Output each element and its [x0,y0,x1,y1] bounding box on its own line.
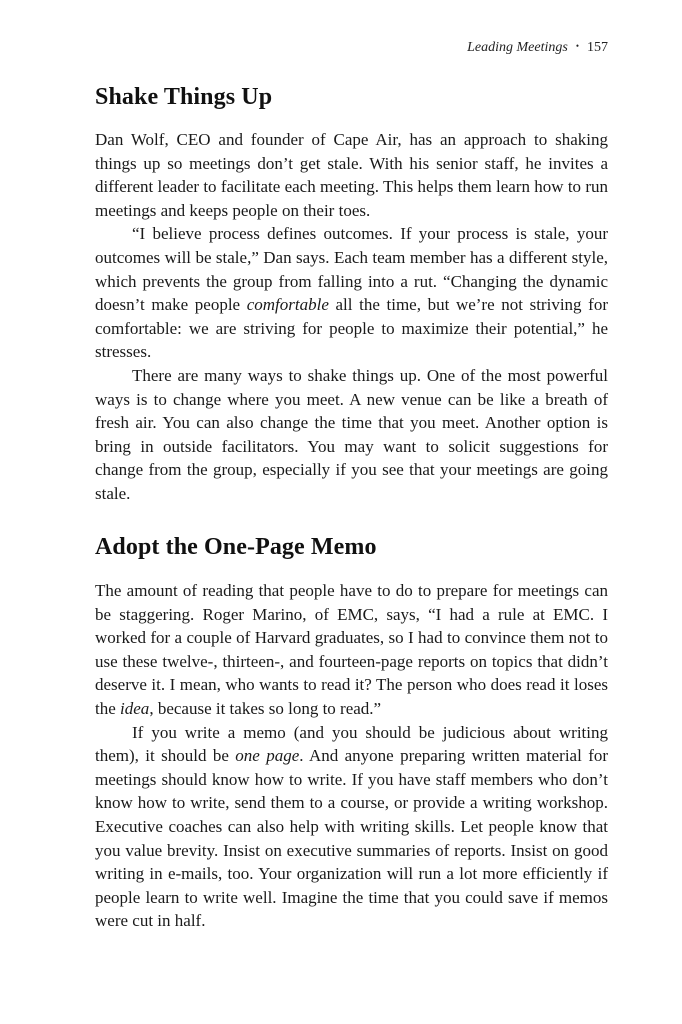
text-run: There are many ways to shake things up. One of the most powerful ways is to change where you meet. A new venue can be like a breath of fresh air. You can also change the time that you meet. Another option is bring in outside facilitators. You may want to solicit suggestions for change from the group, especially if you see that your meetings are going stale. [95,365,608,503]
text-run: The amount of reading that people have to do to prepare for meetings can be staggering. Roger Marino, of EMC, says, “I had a rule at EMC. I worked for a couple of Harvard graduates, so I had to convince them not to use these twelve-, thirteen-, and fourteen-page reports on topics that didn’t deserve it. I mean, who wants to read it? The person who does read it loses the [95,581,608,718]
emphasis-text: idea [120,698,150,718]
header-separator-bullet: • [575,41,579,51]
text-run: all the time, but we’re not striving for comfortable: we are striving for people to maximize their potential,” he stresses. [95,295,608,362]
text-run: . And anyone preparing written material for meetings should know how to write. If you have staff members who don’t know how to write, send them to a course, or provide a writing workshop. Executive coaches can also help with writing skills. Let people know that you value brevity. Insist on executive summaries of reports. Insist on good writing in e-mails, too. Your organization will run a lot more efficiently if people learn to write well. Imagine the time that you could save if memos were cut in half. [95,746,609,931]
section-heading-adopt-one-page-memo: Adopt the One-Page Memo [95,534,377,560]
text-run: “I believe process defines outcomes. If your process is stale, your outcomes will be stale,” Dan says. Each team member has a different style, which prevents the group from falling into a rut. “Changing the dynamic doesn’t make people [95,224,608,315]
section-heading-shake-things-up: Shake Things Up [95,84,273,110]
paragraph [95,364,608,506]
paragraph [95,222,608,364]
text-run: If you write a memo (and you should be judicious about writing them), it should be [95,722,608,766]
emphasis-text: one page [235,746,300,766]
text-run: , because it takes so long to read.” [149,698,382,718]
section-body-adopt-one-page-memo [95,579,608,933]
running-header [467,40,608,56]
paragraph [95,128,608,222]
paragraph [95,721,608,933]
paragraph [95,579,608,721]
emphasis-text: comfortable [246,295,329,315]
section-body-shake-things-up [95,128,608,506]
page-number: 157 [587,40,608,55]
text-run: Dan Wolf, CEO and founder of Cape Air, has an approach to shaking things up so meetings don’t get stale. With his senior staff, he invites a different leader to facilitate each meeting. This helps them learn how to run meetings and keeps people on their toes. [95,130,608,220]
running-title: Leading Meetings [467,40,568,55]
